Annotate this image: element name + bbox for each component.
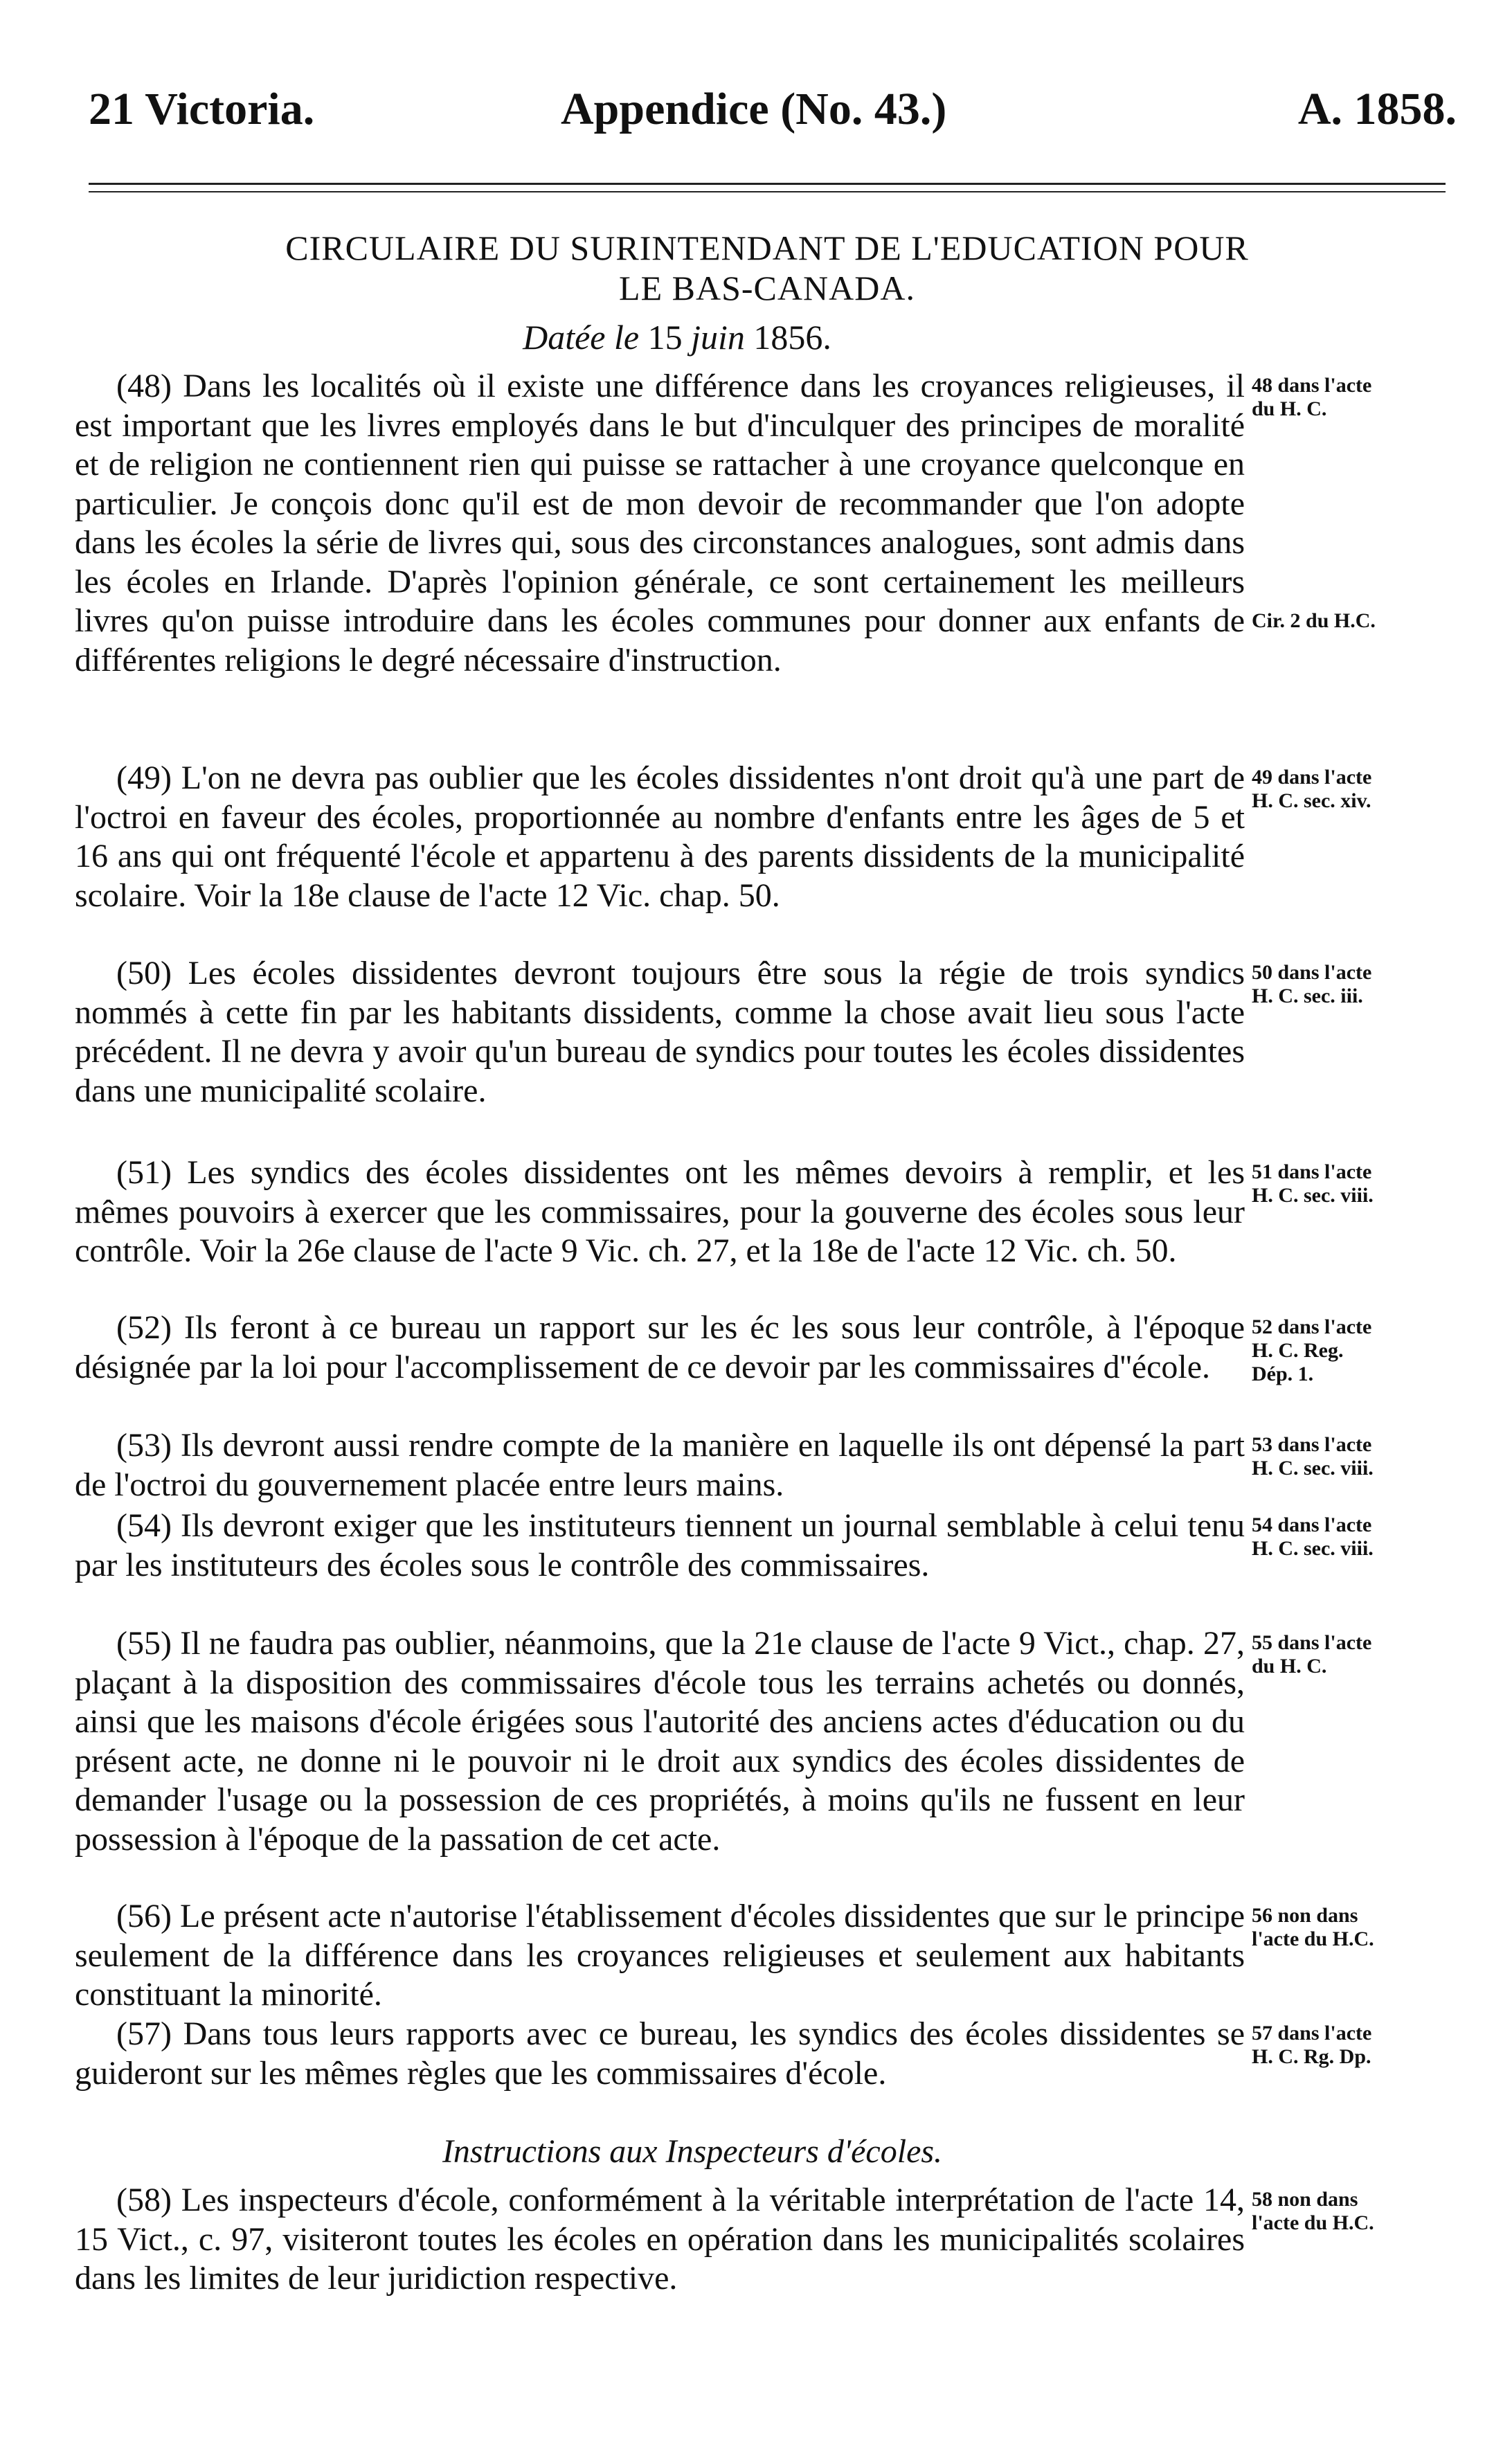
paragraph-number: (53): [116, 1427, 172, 1464]
date-year: 1856.: [753, 318, 831, 357]
paragraph-number: (51): [116, 1154, 172, 1191]
margin-note: 55 dans l'acte du H. C.: [1252, 1631, 1372, 1678]
paragraph-text: Le présent acte n'autorise l'établissement d'écoles dissidentes que sur le principe seulement de la différence dans les croyances religieuses et seulement aux habitants constituant la minorité.: [75, 1898, 1245, 2013]
margin-note: 48 dans l'acte du H. C.: [1252, 374, 1372, 420]
paragraph-57: [75, 2015, 1245, 2093]
header-appendix: Appendice (No. 43.): [561, 84, 947, 134]
header-session: 21 Victoria.: [89, 84, 315, 134]
paragraph-number: (48): [116, 368, 172, 404]
paragraph-text: Il ne faudra pas oublier, néanmoins, que la 21e clause de l'acte 9 Vict., chap. 27, plaçant à la disposition des commissaires d'école tous les terrains achetés ou donnés, ainsi que les maisons d'école érigées sous l'autorité des anciens actes d'éducation ou du présent acte, ne donne ni le pouvoir ni le droit aux syndics des écoles dissidentes de demander l'usage ou la possession de ces propriétés, à moins qu'ils ne fussent en leur possession à l'époque de la passation de cet acte.: [75, 1625, 1245, 1858]
margin-note: 57 dans l'acte H. C. Rg. Dp.: [1252, 2022, 1372, 2068]
margin-note: 56 non dans l'acte du H.C.: [1252, 1904, 1374, 1950]
paragraph-text: Les écoles dissidentes devront toujours être sous la régie de trois syndics nommés à cette fin par les habitants dissidents, comme la chose avait lieu sous l'acte précédent. Il ne devra y avoir qu'un bureau de syndics pour toutes les écoles dissidentes dans une municipalité scolaire.: [75, 955, 1245, 1109]
paragraph-50: [75, 954, 1245, 1111]
paragraph-number: (52): [116, 1309, 172, 1346]
paragraph-text: Ils devront exiger que les instituteurs tiennent un journal semblable à celui tenu par les instituteurs des écoles sous le contrôle des commissaires.: [75, 1507, 1245, 1583]
paragraph-text: L'on ne devra pas oublier que les écoles dissidentes n'ont droit qu'à une part de l'octroi en faveur des écoles, proportionnée au nombre d'enfants entre les âges de 5 et 16 ans qui ont fréquenté l'école et appartenu à des parents dissidents de la municipalité scolaire. Voir la 18e clause de l'acte 12 Vic. chap. 50.: [75, 760, 1245, 914]
paragraph-text: Ils devront aussi rendre compte de la manière en laquelle ils ont dépensé la part de l'octroi du gouvernement placée entre leurs mains.: [75, 1427, 1245, 1503]
paragraph-54: [75, 1507, 1245, 1585]
paragraph-text: Dans tous leurs rapports avec ce bureau, les syndics des écoles dissidentes se guideront sur les mêmes règles que les commissaires d'école.: [75, 2015, 1245, 2092]
margin-note: 54 dans l'acte H. C. sec. viii.: [1252, 1513, 1374, 1560]
margin-note: 58 non dans l'acte du H.C.: [1252, 2188, 1374, 2234]
paragraph-number: (54): [116, 1507, 172, 1544]
paragraph-number: (58): [116, 2182, 172, 2218]
date-prefix: Datée le: [523, 318, 640, 357]
document-date: [89, 317, 1266, 357]
margin-note: 51 dans l'acte H. C. sec. viii.: [1252, 1160, 1374, 1207]
paragraph-text: Les inspecteurs d'école, conformément à la véritable interprétation de l'acte 14, 15 Vict., c. 97, visiteront toutes les écoles en opération dans les municipalités scolaires dans les limites de leur juridiction respective.: [75, 2182, 1245, 2297]
running-header: [0, 83, 1512, 159]
paragraph-52: [75, 1309, 1245, 1387]
margin-note: 52 dans l'acte H. C. Reg. Dép. 1.: [1252, 1315, 1372, 1385]
header-rule: [89, 183, 1446, 185]
margin-note: 50 dans l'acte H. C. sec. iii.: [1252, 961, 1372, 1007]
paragraph-55: [75, 1624, 1245, 1859]
paragraph-text: Les syndics des écoles dissidentes ont les mêmes devoirs à remplir, et les mêmes pouvoirs à exercer que les commissaires, pour la gouverne des écoles sous leur contrôle. Voir la 26e clause de l'acte 9 Vic. ch. 27, et la 18e de l'acte 12 Vic. ch. 50.: [75, 1154, 1245, 1269]
margin-note: Cir. 2 du H.C.: [1252, 609, 1376, 632]
section-subheading: Instructions aux Inspecteurs d'écoles.: [442, 2133, 943, 2170]
paragraph-53: [75, 1426, 1245, 1504]
margin-note: 49 dans l'acte H. C. sec. xiv.: [1252, 766, 1372, 812]
paragraph-48: [75, 367, 1245, 680]
paragraph-49: [75, 759, 1245, 915]
paragraph-58: [75, 2181, 1245, 2299]
document-title: CIRCULAIRE DU SURINTENDANT DE L'EDUCATION POUR: [285, 228, 1249, 267]
header-year: A. 1858.: [1297, 84, 1457, 134]
paragraph-text: Ils feront à ce bureau un rapport sur les éc les sous leur contrôle, à l'époque désignée par la loi pour l'accomplissement de ce devoir par les commissaires d''école.: [75, 1309, 1245, 1385]
date-day: 15: [647, 318, 683, 357]
margin-note: 53 dans l'acte H. C. sec. viii.: [1252, 1433, 1374, 1480]
paragraph-number: (50): [116, 955, 172, 991]
document-title-line2: LE BAS-CANADA.: [619, 269, 915, 307]
paragraph-text: Dans les localités où il existe une différence dans les croyances religieuses, il est important que les livres employés dans le but d'inculquer des principes de moralité et de religion ne contiennent rien qui puisse se rattacher à une croyance quelconque en particulier. Je conçois donc qu'il est de mon devoir de recommander que l'on adopte dans les écoles la série de livres qui, sous des circonstances analogues, sont admis dans les écoles en Irlande. D'après l'opinion générale, ce sont certainement les meilleurs livres qu'on puisse introduire dans les écoles communes pour donner aux enfants de différentes religions le degré nécessaire d'instruction.: [75, 368, 1245, 679]
paragraph-number: (49): [116, 760, 172, 796]
paragraph-number: (56): [116, 1898, 172, 1934]
paragraph-56: [75, 1897, 1245, 2015]
paragraph-number: (57): [116, 2015, 172, 2052]
header-rule-thin: [89, 191, 1446, 192]
date-month: juin: [691, 318, 745, 357]
paragraph-number: (55): [116, 1625, 172, 1662]
paragraph-51: [75, 1153, 1245, 1271]
